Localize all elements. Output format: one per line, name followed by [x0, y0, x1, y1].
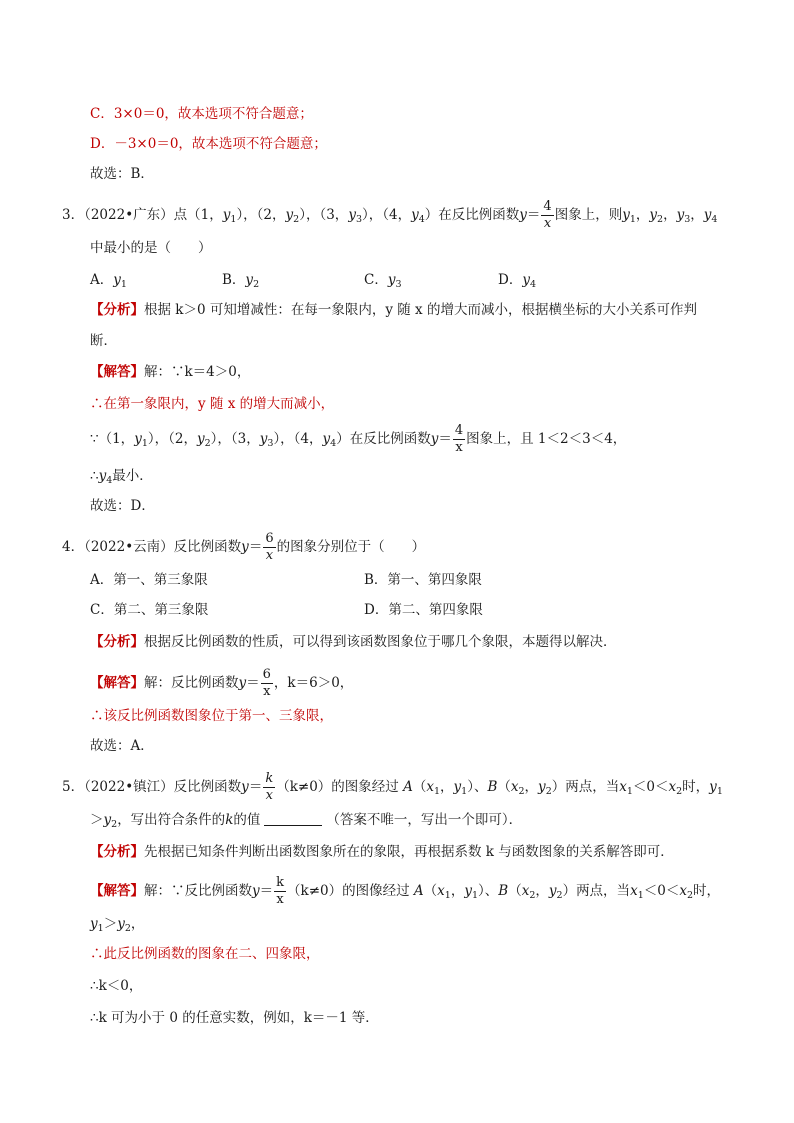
q5-answer-blank — [264, 824, 322, 826]
q5-answer-line4: ∴k 可为小于 0 的任意实数，例如，k＝－1 等． — [90, 1010, 379, 1026]
q5-fraction: $\frac{k}{x}$ — [265, 771, 274, 803]
q4-answer-fraction: $\frac{6}{x}$ — [262, 667, 271, 699]
q4-option-c: C．第二、第三象限 — [90, 602, 209, 618]
q3-fraction: $\frac{4}{x}$ — [543, 199, 552, 231]
q4-fraction: $\frac{6}{x}$ — [265, 531, 274, 563]
q3-analysis: 【分析】根据 k＞0 可知增减性：在每一象限内，y 随 x 的增大而减小，根据横坐标的大小关系可作判 — [90, 302, 697, 318]
q5-answer-line1-cont: $y_1>y_2$， — [90, 916, 145, 934]
q3-choice: 故选：D． — [90, 498, 155, 514]
q3-stem-line2: 中最小的是（ ） — [90, 240, 212, 256]
q3-option-d: D．$y_4$ — [498, 272, 537, 290]
q4-stem: 4．（2022•云南）反比例函数y＝ $\frac{6}{x}$ 的图象分别位于（ ） — [62, 531, 426, 563]
q4-option-b: B．第一、第四象限 — [364, 572, 482, 588]
q3-option-b: B．$y_2$ — [222, 272, 260, 290]
q5-answer-line1: 【解答】解：∵反比例函数y＝ $\frac{k}{x}$ （k≠0）的图像经过 $A(x_1$，$y_1$）、$B(x_2$，$y_2$）两点，当$x_1<0<x_2$时， — [90, 875, 720, 907]
q3-answer-line2: ∴在第一象限内，y 随 x 的增大而减小， — [90, 396, 335, 412]
q5-answer-fraction: $\frac{k}{x}$ — [276, 875, 285, 907]
q3-answer-line1: 【解答】解：∵k＝4＞0， — [90, 364, 251, 380]
q3-answer-line3: ∵（1，$y_1$），（2，$y_2$），（3，$y_3$），（4，$y_4$）在反比例函数y＝ $\frac{4}{x}$ 图象上，且 1＜2＜3＜4， — [90, 423, 627, 455]
q3-answer-fraction: $\frac{4}{x}$ — [454, 423, 464, 455]
q5-answer-line3: ∴k＜0， — [90, 978, 143, 994]
q2-option-d-explanation: D．－3×0＝0，故本选项不符合题意； — [90, 136, 327, 152]
q4-option-a: A．第一、第三象限 — [90, 572, 208, 588]
q5-stem-line2: $>y_2$，写出符合条件的k的值 （答案不唯一，写出一个即可）． — [90, 812, 523, 830]
q3-analysis-cont: 断． — [90, 333, 117, 349]
q4-answer-line2: ∴该反比例函数图象位于第一、三象限， — [90, 708, 333, 724]
q4-answer-line1: 【解答】解：反比例函数y＝ $\frac{6}{x}$ ，k＝6＞0， — [90, 667, 354, 699]
q3-answer-line4: $\therefore y_4$最小． — [90, 468, 153, 486]
q3-stem-line1: 3．（2022•广东）点（1，$y_1$），（2，$y_2$），（3，$y_3$），（4，$y_4$）在反比例函数y＝ $\frac{4}{x}$ 图象上，则$y_1$，$y_2$，$y_3$，$y_4$ — [62, 199, 718, 231]
q4-option-d: D．第二、第四象限 — [364, 602, 483, 618]
q2-option-c-explanation: C．3×0＝0，故本选项不符合题意； — [90, 106, 313, 122]
q5-stem-line1: 5．（2022•镇江）反比例函数y＝ $\frac{k}{x}$ （k≠0）的图象经过 $A(x_1$，$y_1$）、$B(x_2$，$y_2$）两点，当$x_1<0<x_2$时，$y_1$ — [62, 771, 723, 803]
q5-analysis: 【分析】先根据已知条件判断出函数图象所在的象限，再根据系数 k 与函数图象的关系解答即可． — [90, 844, 674, 860]
q4-choice: 故选：A． — [90, 738, 154, 754]
q3-option-a: A．$y_1$ — [90, 272, 127, 290]
q4-analysis: 【分析】根据反比例函数的性质，可以得到该函数图象位于哪几个象限，本题得以解决． — [90, 634, 617, 650]
q3-option-c: C．$y_3$ — [364, 272, 402, 290]
q2-choice: 故选：B． — [90, 166, 154, 182]
q5-answer-line2: ∴此反比例函数的图象在二、四象限， — [90, 946, 320, 962]
